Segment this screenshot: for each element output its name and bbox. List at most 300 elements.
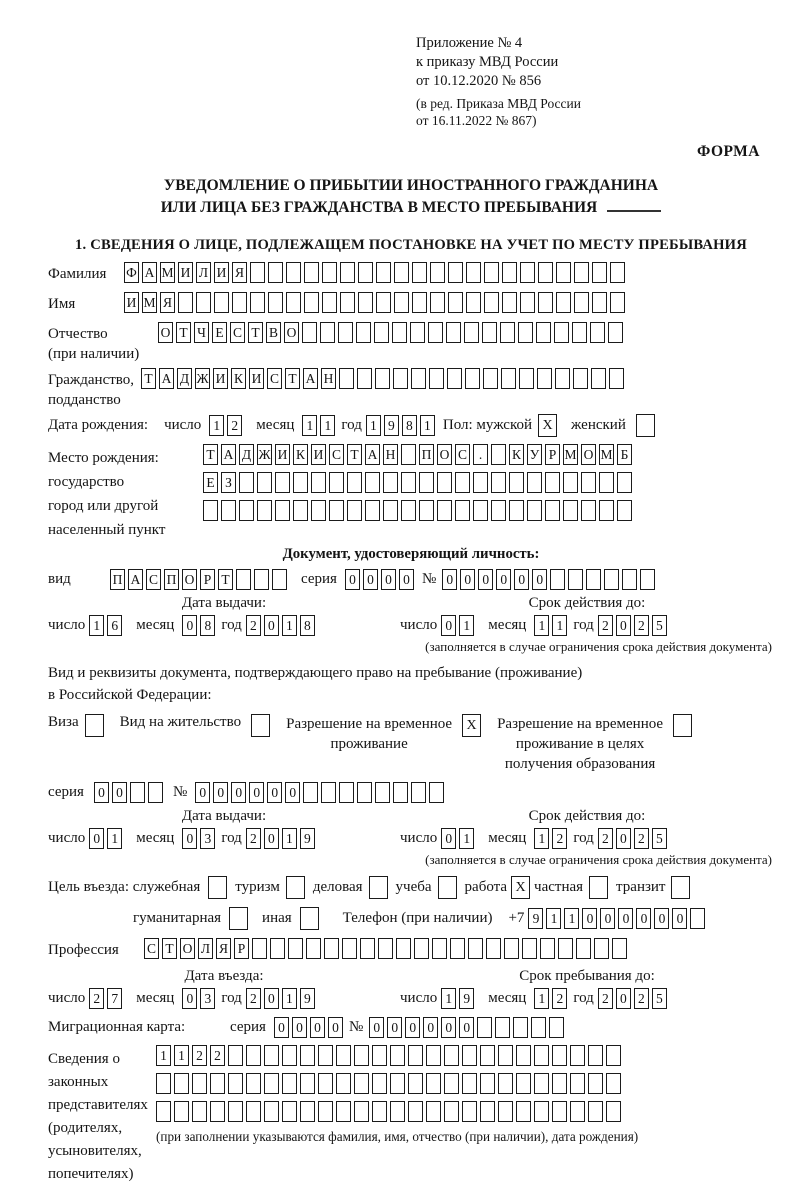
form-cell[interactable] — [498, 1073, 513, 1094]
form-cell[interactable] — [282, 1073, 297, 1094]
form-cell[interactable]: В — [266, 322, 281, 343]
form-cell[interactable] — [322, 292, 337, 313]
form-cell[interactable] — [203, 500, 218, 521]
form-cell[interactable] — [590, 322, 605, 343]
form-cell[interactable] — [338, 322, 353, 343]
form-cell[interactable] — [448, 292, 463, 313]
form-cell[interactable] — [640, 569, 655, 590]
form-cell[interactable]: 9 — [384, 415, 399, 436]
form-cell[interactable] — [516, 1101, 531, 1122]
form-cell[interactable] — [393, 782, 408, 803]
form-cell[interactable] — [268, 292, 283, 313]
form-cell[interactable] — [502, 292, 517, 313]
form-cell[interactable] — [591, 368, 606, 389]
form-cell[interactable] — [483, 368, 498, 389]
form-cell[interactable] — [520, 262, 535, 283]
form-cell[interactable] — [365, 472, 380, 493]
form-cell[interactable] — [148, 782, 163, 803]
form-cell[interactable]: 1 — [156, 1045, 171, 1066]
form-cell[interactable] — [336, 1073, 351, 1094]
form-cell[interactable]: О — [284, 322, 299, 343]
form-cell[interactable] — [320, 322, 335, 343]
form-cell[interactable]: 1 — [534, 988, 549, 1009]
form-cell[interactable]: 0 — [112, 782, 127, 803]
form-cell[interactable]: 7 — [107, 988, 122, 1009]
form-cell[interactable] — [302, 322, 317, 343]
form-cell[interactable]: 0 — [310, 1017, 325, 1038]
form-cell[interactable] — [450, 938, 465, 959]
form-cell[interactable]: 0 — [600, 908, 615, 929]
form-cell[interactable] — [358, 292, 373, 313]
form-cell[interactable] — [574, 292, 589, 313]
form-cell[interactable] — [491, 444, 506, 465]
form-cell[interactable] — [537, 368, 552, 389]
form-cell[interactable] — [228, 1045, 243, 1066]
form-cell[interactable] — [477, 1017, 492, 1038]
form-cell[interactable] — [518, 322, 533, 343]
form-cell[interactable] — [501, 368, 516, 389]
form-cell[interactable] — [509, 500, 524, 521]
form-cell[interactable] — [232, 292, 247, 313]
form-cell[interactable]: 2 — [634, 988, 649, 1009]
form-cell[interactable]: Я — [232, 262, 247, 283]
form-cell[interactable] — [444, 1101, 459, 1122]
form-cell[interactable]: Л — [196, 262, 211, 283]
form-cell[interactable] — [228, 1101, 243, 1122]
form-cell[interactable]: 8 — [402, 415, 417, 436]
form-cell[interactable]: 5 — [652, 828, 667, 849]
form-cell[interactable] — [554, 322, 569, 343]
form-cell[interactable] — [376, 292, 391, 313]
form-cell[interactable] — [236, 569, 251, 590]
form-cell[interactable]: Д — [239, 444, 254, 465]
form-cell[interactable] — [228, 1073, 243, 1094]
form-cell[interactable] — [540, 938, 555, 959]
form-cell[interactable]: 9 — [528, 908, 543, 929]
form-cell[interactable]: 2 — [246, 828, 261, 849]
form-cell[interactable] — [339, 782, 354, 803]
form-cell[interactable] — [426, 1073, 441, 1094]
form-cell[interactable]: 0 — [441, 615, 456, 636]
form-cell[interactable] — [465, 368, 480, 389]
form-cell[interactable]: 0 — [399, 569, 414, 590]
form-cell[interactable] — [300, 1045, 315, 1066]
form-cell[interactable]: 0 — [387, 1017, 402, 1038]
form-cell[interactable]: О — [437, 444, 452, 465]
form-cell[interactable] — [210, 1073, 225, 1094]
form-cell[interactable] — [354, 1045, 369, 1066]
form-cell[interactable]: И — [249, 368, 264, 389]
form-cell[interactable]: Р — [200, 569, 215, 590]
form-cell[interactable] — [466, 262, 481, 283]
form-cell[interactable] — [374, 322, 389, 343]
form-cell[interactable]: Ж — [257, 444, 272, 465]
form-cell[interactable]: 0 — [616, 988, 631, 1009]
form-cell[interactable] — [354, 1101, 369, 1122]
form-cell[interactable] — [286, 292, 301, 313]
form-cell[interactable]: 2 — [210, 1045, 225, 1066]
form-cell[interactable]: 0 — [616, 615, 631, 636]
form-cell[interactable] — [552, 1101, 567, 1122]
form-cell[interactable] — [606, 1101, 621, 1122]
form-cell[interactable] — [437, 500, 452, 521]
form-cell[interactable]: 0 — [654, 908, 669, 929]
form-cell[interactable]: 0 — [460, 569, 475, 590]
form-cell[interactable] — [210, 1101, 225, 1122]
form-cell[interactable]: Ч — [194, 322, 209, 343]
form-cell[interactable] — [610, 292, 625, 313]
form-cell[interactable]: 2 — [598, 988, 613, 1009]
form-cell[interactable] — [324, 938, 339, 959]
form-cell[interactable] — [570, 1101, 585, 1122]
form-cell[interactable]: 1 — [552, 615, 567, 636]
form-cell[interactable]: А — [128, 569, 143, 590]
form-cell[interactable] — [300, 1073, 315, 1094]
form-cell[interactable] — [375, 782, 390, 803]
form-cell[interactable] — [462, 1045, 477, 1066]
form-cell[interactable]: 1 — [302, 415, 317, 436]
form-cell[interactable] — [446, 322, 461, 343]
form-cell[interactable] — [250, 292, 265, 313]
form-cell[interactable] — [293, 500, 308, 521]
form-cell[interactable]: 2 — [246, 615, 261, 636]
form-cell[interactable]: О — [180, 938, 195, 959]
form-cell[interactable]: К — [509, 444, 524, 465]
form-cell[interactable] — [486, 938, 501, 959]
form-cell[interactable]: 2 — [192, 1045, 207, 1066]
form-cell[interactable] — [390, 1045, 405, 1066]
form-cell[interactable] — [570, 1073, 585, 1094]
form-cell[interactable]: Д — [177, 368, 192, 389]
form-cell[interactable]: 0 — [264, 615, 279, 636]
form-cell[interactable] — [516, 1073, 531, 1094]
form-cell[interactable]: X — [462, 714, 481, 737]
form-cell[interactable] — [254, 569, 269, 590]
form-cell[interactable]: 0 — [441, 1017, 456, 1038]
form-cell[interactable]: . — [473, 444, 488, 465]
form-cell[interactable] — [300, 907, 319, 930]
form-cell[interactable] — [372, 1101, 387, 1122]
form-cell[interactable] — [174, 1073, 189, 1094]
form-cell[interactable] — [286, 876, 305, 899]
form-cell[interactable]: X — [511, 876, 530, 899]
form-cell[interactable] — [500, 322, 515, 343]
form-cell[interactable] — [401, 500, 416, 521]
form-cell[interactable]: 8 — [300, 615, 315, 636]
form-cell[interactable] — [568, 569, 583, 590]
form-cell[interactable] — [498, 1045, 513, 1066]
form-cell[interactable]: А — [159, 368, 174, 389]
form-cell[interactable] — [394, 262, 409, 283]
form-cell[interactable] — [588, 1045, 603, 1066]
form-cell[interactable] — [396, 938, 411, 959]
form-cell[interactable] — [428, 322, 443, 343]
form-cell[interactable]: 0 — [345, 569, 360, 590]
form-cell[interactable]: 0 — [195, 782, 210, 803]
form-cell[interactable] — [556, 262, 571, 283]
form-cell[interactable]: 0 — [363, 569, 378, 590]
form-cell[interactable] — [229, 907, 248, 930]
form-cell[interactable]: С — [230, 322, 245, 343]
form-cell[interactable] — [690, 908, 705, 929]
form-cell[interactable] — [592, 292, 607, 313]
form-cell[interactable]: Т — [176, 322, 191, 343]
form-cell[interactable] — [208, 876, 227, 899]
form-cell[interactable] — [502, 262, 517, 283]
form-cell[interactable] — [588, 1101, 603, 1122]
form-cell[interactable] — [392, 322, 407, 343]
form-cell[interactable]: А — [142, 262, 157, 283]
form-cell[interactable]: 0 — [182, 828, 197, 849]
form-cell[interactable] — [336, 1045, 351, 1066]
form-cell[interactable] — [429, 782, 444, 803]
form-cell[interactable] — [572, 322, 587, 343]
form-cell[interactable]: Р — [545, 444, 560, 465]
form-cell[interactable]: 0 — [285, 782, 300, 803]
form-cell[interactable] — [455, 500, 470, 521]
form-cell[interactable] — [340, 292, 355, 313]
form-cell[interactable] — [438, 876, 457, 899]
form-cell[interactable] — [545, 500, 560, 521]
form-cell[interactable]: 0 — [182, 615, 197, 636]
form-cell[interactable]: 0 — [274, 1017, 289, 1038]
form-cell[interactable] — [272, 569, 287, 590]
form-cell[interactable] — [480, 1045, 495, 1066]
form-cell[interactable]: 0 — [441, 828, 456, 849]
form-cell[interactable] — [608, 322, 623, 343]
form-cell[interactable] — [581, 500, 596, 521]
form-cell[interactable] — [275, 500, 290, 521]
form-cell[interactable] — [576, 938, 591, 959]
form-cell[interactable] — [473, 472, 488, 493]
form-cell[interactable] — [306, 938, 321, 959]
form-cell[interactable]: Т — [141, 368, 156, 389]
form-cell[interactable] — [509, 472, 524, 493]
form-cell[interactable] — [286, 262, 301, 283]
form-cell[interactable] — [563, 472, 578, 493]
form-cell[interactable] — [468, 938, 483, 959]
form-cell[interactable] — [340, 262, 355, 283]
form-cell[interactable] — [357, 368, 372, 389]
form-cell[interactable] — [610, 262, 625, 283]
form-cell[interactable]: 5 — [652, 615, 667, 636]
form-cell[interactable] — [570, 1045, 585, 1066]
form-cell[interactable] — [257, 472, 272, 493]
form-cell[interactable]: 1 — [282, 615, 297, 636]
form-cell[interactable]: С — [267, 368, 282, 389]
form-cell[interactable] — [491, 500, 506, 521]
form-cell[interactable]: У — [527, 444, 542, 465]
form-cell[interactable] — [239, 500, 254, 521]
form-cell[interactable] — [303, 782, 318, 803]
form-cell[interactable]: 0 — [231, 782, 246, 803]
form-cell[interactable] — [339, 368, 354, 389]
form-cell[interactable] — [410, 322, 425, 343]
form-cell[interactable] — [321, 782, 336, 803]
form-cell[interactable] — [304, 292, 319, 313]
form-cell[interactable] — [636, 414, 655, 437]
form-cell[interactable]: Т — [203, 444, 218, 465]
form-cell[interactable]: 1 — [366, 415, 381, 436]
form-cell[interactable] — [419, 500, 434, 521]
form-cell[interactable] — [609, 368, 624, 389]
form-cell[interactable] — [412, 292, 427, 313]
form-cell[interactable]: 0 — [442, 569, 457, 590]
form-cell[interactable]: 0 — [618, 908, 633, 929]
form-cell[interactable] — [196, 292, 211, 313]
form-cell[interactable] — [246, 1101, 261, 1122]
form-cell[interactable] — [536, 322, 551, 343]
form-cell[interactable]: А — [303, 368, 318, 389]
form-cell[interactable] — [318, 1101, 333, 1122]
form-cell[interactable]: 0 — [672, 908, 687, 929]
form-cell[interactable] — [673, 714, 692, 737]
form-cell[interactable] — [527, 500, 542, 521]
form-cell[interactable]: Я — [216, 938, 231, 959]
form-cell[interactable] — [408, 1101, 423, 1122]
form-cell[interactable]: 1 — [420, 415, 435, 436]
form-cell[interactable]: 8 — [200, 615, 215, 636]
form-cell[interactable] — [612, 938, 627, 959]
form-cell[interactable] — [250, 262, 265, 283]
form-cell[interactable] — [555, 368, 570, 389]
form-cell[interactable]: М — [563, 444, 578, 465]
form-cell[interactable] — [156, 1073, 171, 1094]
form-cell[interactable] — [178, 292, 193, 313]
form-cell[interactable]: 1 — [282, 988, 297, 1009]
form-cell[interactable]: Т — [285, 368, 300, 389]
form-cell[interactable] — [462, 1101, 477, 1122]
form-cell[interactable]: Л — [198, 938, 213, 959]
form-cell[interactable]: А — [221, 444, 236, 465]
form-cell[interactable] — [473, 500, 488, 521]
form-cell[interactable] — [430, 292, 445, 313]
form-cell[interactable] — [329, 500, 344, 521]
form-cell[interactable]: Я — [160, 292, 175, 313]
form-cell[interactable]: Ж — [195, 368, 210, 389]
form-cell[interactable] — [599, 472, 614, 493]
form-cell[interactable] — [239, 472, 254, 493]
form-cell[interactable]: 1 — [534, 615, 549, 636]
form-cell[interactable]: И — [214, 262, 229, 283]
form-cell[interactable]: 9 — [300, 988, 315, 1009]
form-cell[interactable]: С — [455, 444, 470, 465]
form-cell[interactable]: К — [293, 444, 308, 465]
form-cell[interactable] — [322, 262, 337, 283]
form-cell[interactable]: 1 — [564, 908, 579, 929]
form-cell[interactable] — [430, 262, 445, 283]
form-cell[interactable]: 1 — [107, 828, 122, 849]
form-cell[interactable] — [480, 1101, 495, 1122]
form-cell[interactable]: 1 — [534, 828, 549, 849]
form-cell[interactable] — [617, 500, 632, 521]
form-cell[interactable]: О — [581, 444, 596, 465]
form-cell[interactable] — [408, 1073, 423, 1094]
form-cell[interactable]: А — [365, 444, 380, 465]
form-cell[interactable]: Т — [248, 322, 263, 343]
form-cell[interactable]: С — [329, 444, 344, 465]
form-cell[interactable] — [264, 1101, 279, 1122]
form-cell[interactable]: З — [221, 472, 236, 493]
form-cell[interactable]: К — [231, 368, 246, 389]
form-cell[interactable] — [586, 569, 601, 590]
form-cell[interactable]: 1 — [320, 415, 335, 436]
form-cell[interactable] — [130, 782, 145, 803]
form-cell[interactable]: Р — [234, 938, 249, 959]
form-cell[interactable]: Т — [347, 444, 362, 465]
form-cell[interactable] — [589, 876, 608, 899]
form-cell[interactable] — [251, 714, 270, 737]
form-cell[interactable] — [288, 938, 303, 959]
form-cell[interactable] — [516, 1045, 531, 1066]
form-cell[interactable]: 1 — [441, 988, 456, 1009]
form-cell[interactable]: 1 — [459, 828, 474, 849]
form-cell[interactable]: 0 — [182, 988, 197, 1009]
form-cell[interactable]: Ф — [124, 262, 139, 283]
form-cell[interactable]: 0 — [381, 569, 396, 590]
form-cell[interactable] — [604, 569, 619, 590]
form-cell[interactable]: 5 — [652, 988, 667, 1009]
form-cell[interactable]: 0 — [636, 908, 651, 929]
form-cell[interactable]: 0 — [369, 1017, 384, 1038]
form-cell[interactable] — [390, 1073, 405, 1094]
form-cell[interactable]: 9 — [459, 988, 474, 1009]
form-cell[interactable] — [214, 292, 229, 313]
form-cell[interactable] — [581, 472, 596, 493]
form-cell[interactable]: Н — [321, 368, 336, 389]
form-cell[interactable]: 1 — [282, 828, 297, 849]
form-cell[interactable]: 0 — [264, 988, 279, 1009]
form-cell[interactable]: И — [275, 444, 290, 465]
form-cell[interactable] — [558, 938, 573, 959]
form-cell[interactable] — [466, 292, 481, 313]
form-cell[interactable]: И — [124, 292, 139, 313]
form-cell[interactable] — [527, 472, 542, 493]
form-cell[interactable]: М — [142, 292, 157, 313]
form-cell[interactable] — [573, 368, 588, 389]
form-cell[interactable]: X — [538, 414, 557, 437]
form-cell[interactable]: М — [160, 262, 175, 283]
form-cell[interactable] — [378, 938, 393, 959]
form-cell[interactable] — [519, 368, 534, 389]
form-cell[interactable] — [464, 322, 479, 343]
form-cell[interactable] — [522, 938, 537, 959]
form-cell[interactable] — [545, 472, 560, 493]
form-cell[interactable]: П — [164, 569, 179, 590]
form-cell[interactable] — [550, 569, 565, 590]
form-cell[interactable]: С — [144, 938, 159, 959]
form-cell[interactable] — [354, 1073, 369, 1094]
form-cell[interactable]: 0 — [514, 569, 529, 590]
form-cell[interactable]: Т — [218, 569, 233, 590]
form-cell[interactable]: 0 — [267, 782, 282, 803]
form-cell[interactable] — [513, 1017, 528, 1038]
form-cell[interactable] — [356, 322, 371, 343]
form-cell[interactable]: И — [213, 368, 228, 389]
form-cell[interactable] — [393, 368, 408, 389]
form-cell[interactable] — [408, 1045, 423, 1066]
form-cell[interactable] — [192, 1073, 207, 1094]
form-cell[interactable]: 2 — [598, 828, 613, 849]
form-cell[interactable]: 0 — [532, 569, 547, 590]
form-cell[interactable] — [455, 472, 470, 493]
form-cell[interactable] — [268, 262, 283, 283]
form-cell[interactable] — [174, 1101, 189, 1122]
form-cell[interactable]: 2 — [552, 828, 567, 849]
form-cell[interactable] — [246, 1073, 261, 1094]
form-cell[interactable] — [318, 1073, 333, 1094]
form-cell[interactable]: 1 — [174, 1045, 189, 1066]
